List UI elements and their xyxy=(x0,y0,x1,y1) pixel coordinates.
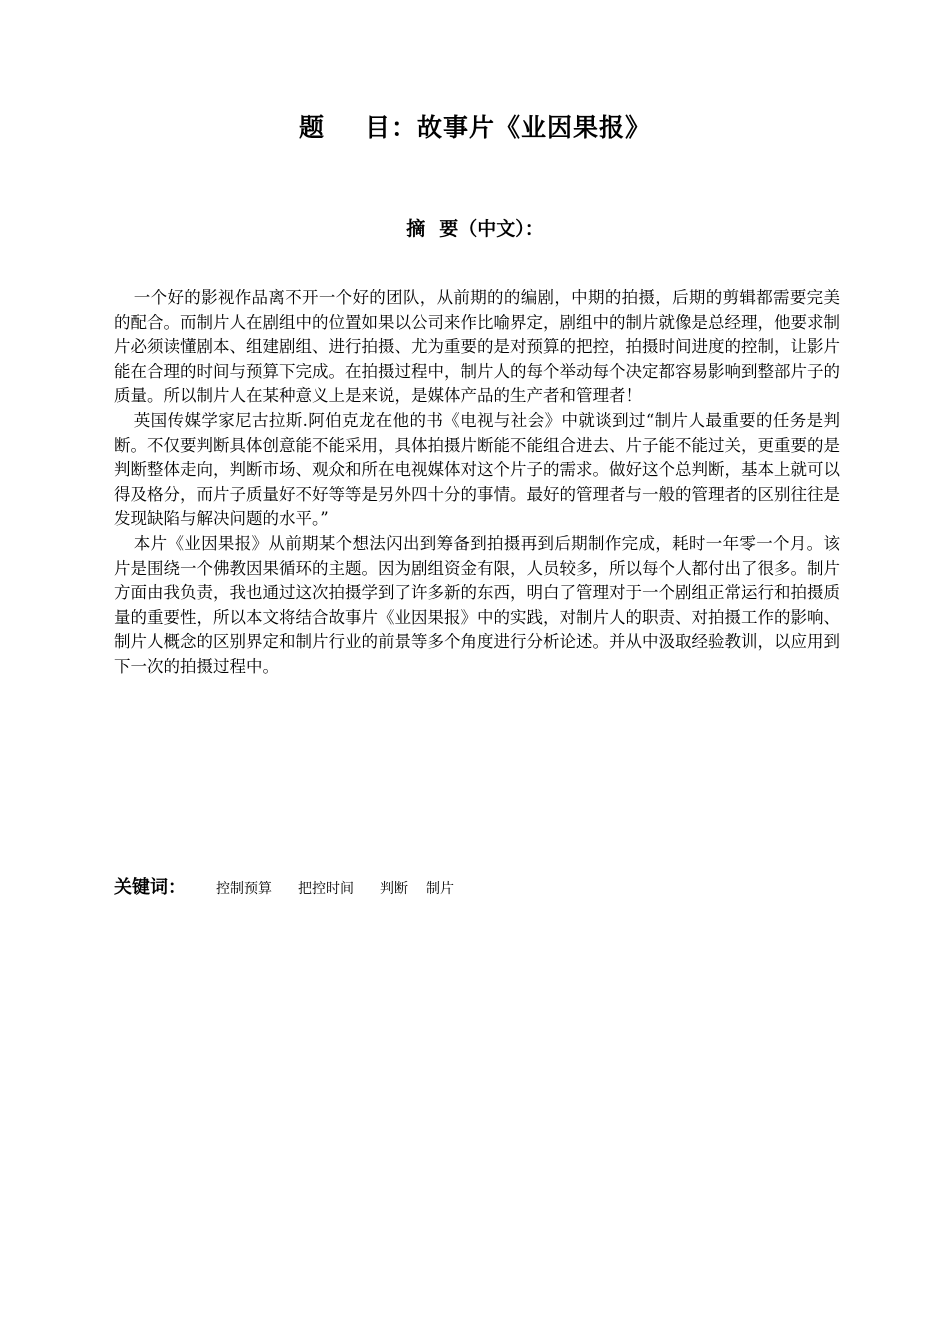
keyword-item: 把控时间 xyxy=(298,881,354,897)
keyword-item: 判断 xyxy=(380,881,408,897)
title-label-char: 题 xyxy=(298,113,325,142)
document-title xyxy=(0,108,950,144)
keyword-item: 控制预算 xyxy=(216,881,272,897)
abstract-heading xyxy=(0,214,950,241)
abstract-paragraph-3: 本片《业因果报》从前期某个想法闪出到筹备到拍摄再到后期制作完成，耗时一年零一个月。该片是围绕一个佛教因果循环的主题。因为剧组资金有限，人员较多，所以每个人都付出了很多。制片方面由我负责，我也通过这次拍摄学到了许多新的东西，明白了管理对于一个剧组正常运行和拍摄质量的重要性，所以本文将结合故事片《业因果报》中的实践，对制片人的职责、对拍摄工作的影响、制片人概念的区别界定和制片行业的前景等多个角度进行分析论述。并从中汲取经验教训，以应用到下一次的拍摄过程中。 xyxy=(114,533,840,676)
abstract-heading-char: 摘 xyxy=(406,218,426,240)
keywords-label: 关键词： xyxy=(114,877,186,898)
keyword-item: 制片 xyxy=(426,881,454,897)
abstract-paragraph-2: 英国传媒学家尼古拉斯.阿伯克龙在他的书《电视与社会》中就谈到过“制片人最重要的任务是判断。不仅要判断具体创意能不能采用，具体拍摄片断能不能组合进去、片子能不能过关，更重要的是判断整体走向，判断市场、观众和所在电视媒体对这个片子的需求。做好这个总判断，基本上就可以得及格分，而片子质量好不好等等是另外四十分的事情。最好的管理者与一般的管理者的区别往往是发现缺陷与解决问题的水平。” xyxy=(114,410,840,529)
title-text: 目：故事片《业因果报》 xyxy=(365,113,652,142)
abstract-heading-text: 要（中文）： xyxy=(439,218,544,240)
abstract-paragraph-1: 一个好的影视作品离不开一个好的团队，从前期的的编剧，中期的拍摄，后期的剪辑都需要完美的配合。而制片人在剧组中的位置如果以公司来作比喻界定，剧组中的制片就像是总经理，他要求制片必须读懂剧本、组建剧组、进行拍摄、尤为重要的是对预算的把控，拍摄时间进度的控制，让影片能在合理的时间与预算下完成。在拍摄过程中，制片人的每个举动每个决定都容易影响到整部片子的质量。所以制片人在某种意义上是来说，是媒体产品的生产者和管理者！ xyxy=(114,288,840,406)
keywords-line xyxy=(114,873,454,899)
abstract-body xyxy=(114,286,840,680)
